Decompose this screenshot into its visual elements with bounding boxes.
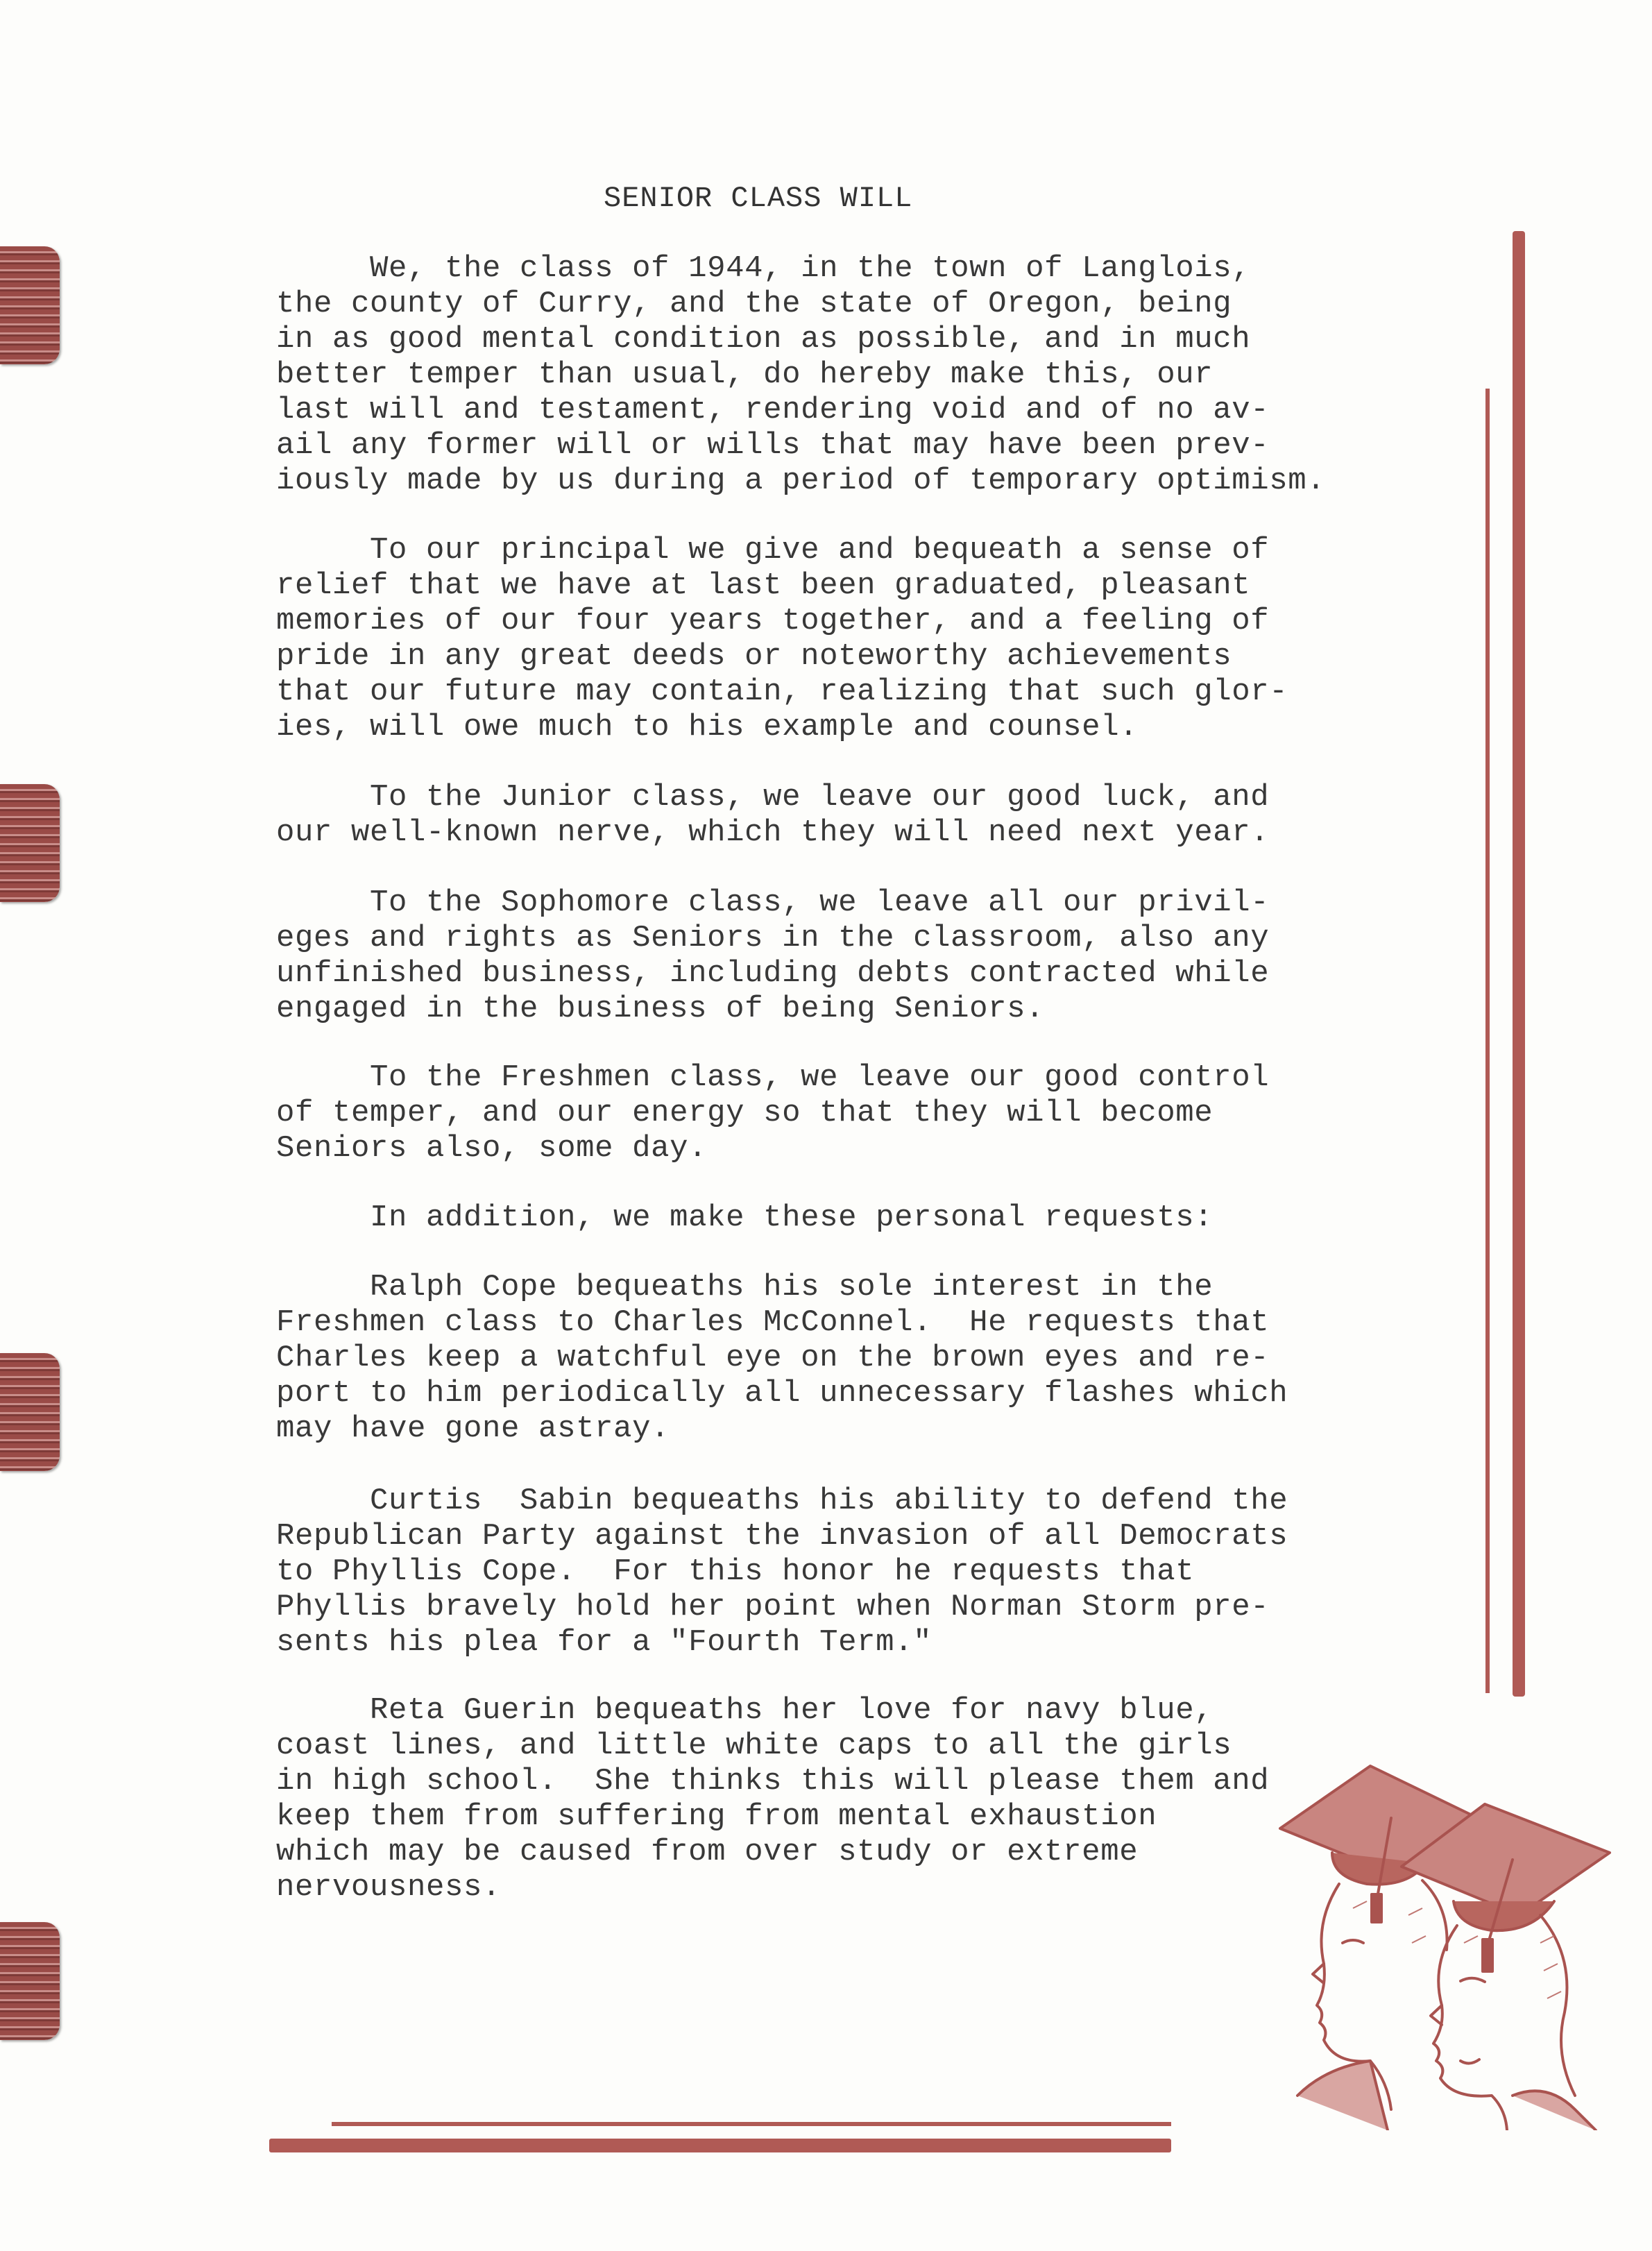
paragraph-curtis-sabin	[276, 1484, 1288, 1660]
text-line: ies, will owe much to his example and counsel.	[276, 710, 1139, 745]
paragraph-reta-guerin	[276, 1693, 1269, 1905]
text-line: to Phyllis Cope. For this honor he requests that	[276, 1554, 1195, 1589]
text-line: coast lines, and little white caps to all the girls	[276, 1728, 1232, 1763]
binding-ring-icon	[0, 1922, 60, 2040]
text-line: In addition, we make these personal requests:	[276, 1200, 1214, 1235]
text-line: engaged in the business of being Seniors.	[276, 992, 1045, 1026]
text-line: unfinished business, including debts contracted while	[276, 956, 1270, 991]
text-line: Curtis Sabin bequeaths his ability to defend the	[276, 1484, 1288, 1518]
text-line: may have gone astray.	[276, 1411, 670, 1446]
paragraph-requests-intro	[276, 1200, 1213, 1236]
paragraph-freshmen	[276, 1060, 1269, 1166]
text-line: that our future may contain, realizing that such glor-	[276, 674, 1288, 709]
paragraph-preamble	[276, 251, 1325, 499]
text-line: eges and rights as Seniors in the classroom, also any	[276, 921, 1270, 955]
text-line: Charles keep a watchful eye on the brown eyes and re-	[276, 1341, 1270, 1375]
text-line: To the Junior class, we leave our good luck, and	[276, 780, 1270, 815]
text-line: relief that we have at last been graduated, pleasant	[276, 568, 1251, 603]
graduates-illustration-icon	[1249, 1735, 1624, 2130]
text-line: of temper, and our energy so that they will become	[276, 1096, 1214, 1130]
page-title: SENIOR CLASS WILL	[604, 182, 913, 215]
binding-ring-icon	[0, 246, 60, 364]
text-line: ail any former will or wills that may have been prev-	[276, 428, 1270, 463]
text-line: To the Freshmen class, we leave our good control	[276, 1060, 1270, 1095]
binding-ring-icon	[0, 1353, 60, 1471]
text-line: Phyllis bravely hold her point when Norman Storm pre-	[276, 1590, 1270, 1624]
text-line: port to him periodically all unnecessary flashes which	[276, 1376, 1288, 1411]
text-line: To the Sophomore class, we leave all our privil-	[276, 885, 1270, 920]
text-line: Ralph Cope bequeaths his sole interest in the	[276, 1270, 1214, 1305]
text-line: Seniors also, some day.	[276, 1131, 708, 1166]
text-line: in as good mental condition as possible, and in much	[276, 322, 1251, 357]
text-line: the county of Curry, and the state of Oregon, being	[276, 287, 1232, 321]
text-line: nervousness.	[276, 1870, 502, 1905]
text-line: Freshmen class to Charles McConnel. He requests that	[276, 1305, 1270, 1340]
text-line: memories of our four years together, and a feeling of	[276, 604, 1270, 638]
text-line: sents his plea for a "Fourth Term."	[276, 1625, 933, 1660]
text-line: Republican Party against the invasion of all Democrats	[276, 1519, 1288, 1554]
paragraph-ralph-cope	[276, 1270, 1288, 1447]
text-line: We, the class of 1944, in the town of Langlois,	[276, 251, 1251, 286]
paragraph-principal	[276, 533, 1288, 745]
text-line: Reta Guerin bequeaths her love for navy blue,	[276, 1693, 1214, 1728]
text-line: To our principal we give and bequeath a sense of	[276, 533, 1270, 568]
text-line: which may be caused from over study or extreme	[276, 1835, 1139, 1869]
text-line: in high school. She thinks this will please them and	[276, 1764, 1270, 1799]
text-line: better temper than usual, do hereby make this, our	[276, 357, 1214, 392]
text-line: our well-known nerve, which they will need next year.	[276, 815, 1270, 850]
horizontal-rule-thin	[332, 2122, 1171, 2126]
text-line: pride in any great deeds or noteworthy achievements	[276, 639, 1232, 674]
vertical-rule-inner	[1485, 389, 1490, 1693]
paragraph-sophomore	[276, 885, 1269, 1027]
text-line: keep them from suffering from mental exhaustion	[276, 1799, 1157, 1834]
horizontal-rule-thick	[269, 2139, 1171, 2152]
binding-ring-icon	[0, 784, 60, 902]
paragraph-junior	[276, 780, 1269, 851]
text-line: last will and testament, rendering void and of no av-	[276, 393, 1270, 427]
vertical-rule	[1513, 231, 1525, 1697]
text-line: iously made by us during a period of temporary optimism.	[276, 464, 1326, 498]
